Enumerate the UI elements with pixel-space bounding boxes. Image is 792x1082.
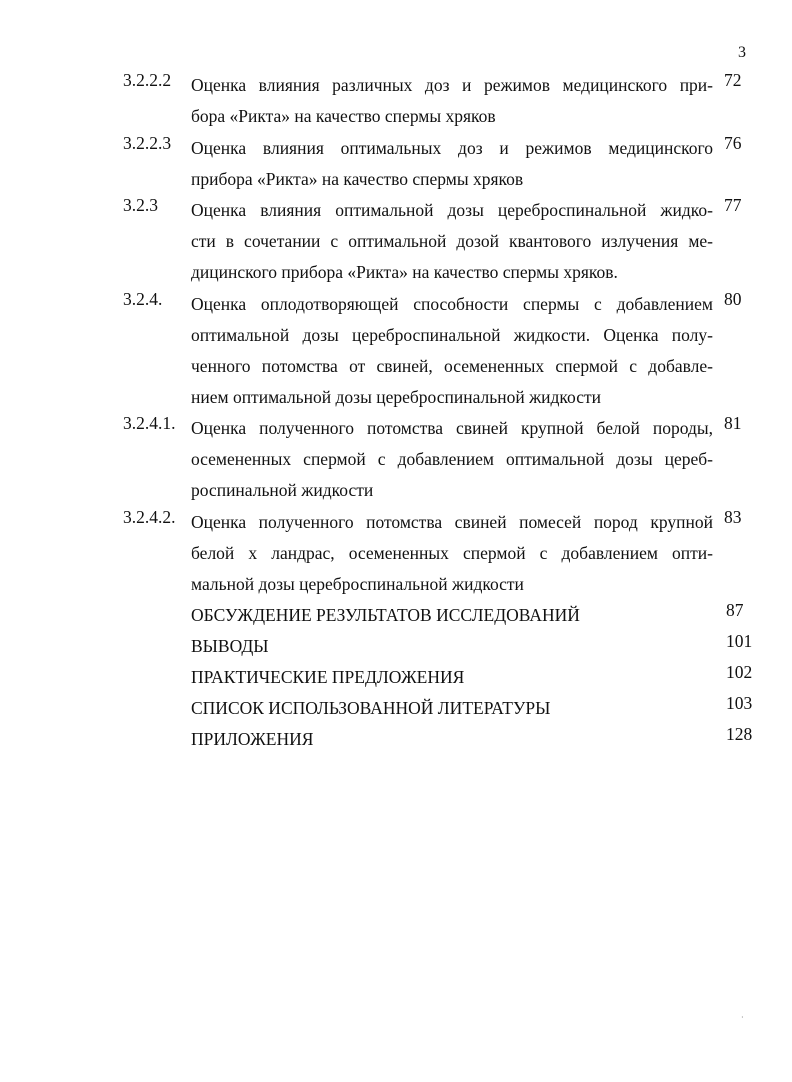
toc-entry-line: Оценка полученного потомства свиней помесей пород крупной (191, 512, 713, 532)
toc-entry-page: 81 (724, 413, 742, 433)
toc-entry-line: осемененных спермой с добавлением оптимальной дозы цереб- (191, 449, 713, 469)
toc-entry-line: сти в сочетании с оптимальной дозой квантового излучения ме- (191, 231, 713, 251)
toc-entry-page: 83 (724, 507, 742, 527)
toc-entry-line: белой х ландрас, осемененных спермой с добавлением опти- (191, 543, 713, 563)
toc-entry-line: ченного потомства от свиней, осемененных спермой с добавле- (191, 356, 713, 376)
toc-entry-title (191, 289, 713, 413)
toc-section-title: ПРИЛОЖЕНИЯ (191, 729, 314, 749)
toc-entry-line: бора «Рикта» на качество спермы хряков (191, 106, 496, 126)
toc-entry-number: 3.2.2.3 (123, 133, 172, 153)
toc-section-title: ПРАКТИЧЕСКИЕ ПРЕДЛОЖЕНИЯ (191, 667, 465, 687)
toc-entry-page: 77 (724, 195, 742, 215)
toc-entry-number: 3.2.4. (123, 289, 163, 309)
toc-entry-title (191, 507, 713, 600)
toc-section-title: ВЫВОДЫ (191, 636, 269, 656)
toc-entry-title (191, 70, 713, 132)
toc-entry-page: 80 (724, 289, 742, 309)
scan-speck: · (741, 1013, 744, 1022)
toc-entry-number: 3.2.4.1. (123, 413, 176, 433)
toc-entry-line: Оценка влияния оптимальной дозы цереброспинальной жидко- (191, 200, 713, 220)
toc-entry-line: Оценка оплодотворяющей способности спермы с добавлением (191, 294, 713, 314)
toc-entry-line: дицинского прибора «Рикта» на качество спермы хряков. (191, 262, 618, 282)
toc-entry-line: роспинальной жидкости (191, 480, 374, 500)
toc-entry-page: 76 (724, 133, 742, 153)
toc-entry-line: оптимальной дозы цереброспинальной жидкости. Оценка полу- (191, 325, 713, 345)
toc-entry-line: мальной дозы цереброспинальной жидкости (191, 574, 524, 594)
toc-entry-line: Оценка влияния оптимальных доз и режимов медицинского (191, 138, 713, 158)
toc-entry-line: прибора «Рикта» на качество спермы хряков (191, 169, 524, 189)
toc-section-title: СПИСОК ИСПОЛЬЗОВАННОЙ ЛИТЕРАТУРЫ (191, 698, 551, 718)
toc-entry-number: 3.2.4.2. (123, 507, 176, 527)
toc-entry-page: 72 (724, 70, 742, 90)
toc-entry-number: 3.2.3 (123, 195, 158, 215)
toc-entry-number: 3.2.2.2 (123, 70, 172, 90)
toc-entry-title (191, 413, 713, 506)
toc-section-page: 102 (726, 662, 753, 682)
page-number: 3 (738, 44, 746, 61)
toc-section-page: 128 (726, 724, 753, 744)
toc-section-page: 103 (726, 693, 753, 713)
toc-entry-title (191, 133, 713, 195)
toc-section-page: 87 (726, 600, 744, 620)
toc-section-page: 101 (726, 631, 753, 651)
toc-entry-line: Оценка полученного потомства свиней крупной белой породы, (191, 418, 713, 438)
toc-entry-line: нием оптимальной дозы цереброспинальной жидкости (191, 387, 602, 407)
toc-section-title: ОБСУЖДЕНИЕ РЕЗУЛЬТАТОВ ИССЛЕДОВАНИЙ (191, 605, 580, 625)
toc-entry-line: Оценка влияния различных доз и режимов медицинского при- (191, 75, 713, 95)
toc-entry-title (191, 195, 713, 288)
